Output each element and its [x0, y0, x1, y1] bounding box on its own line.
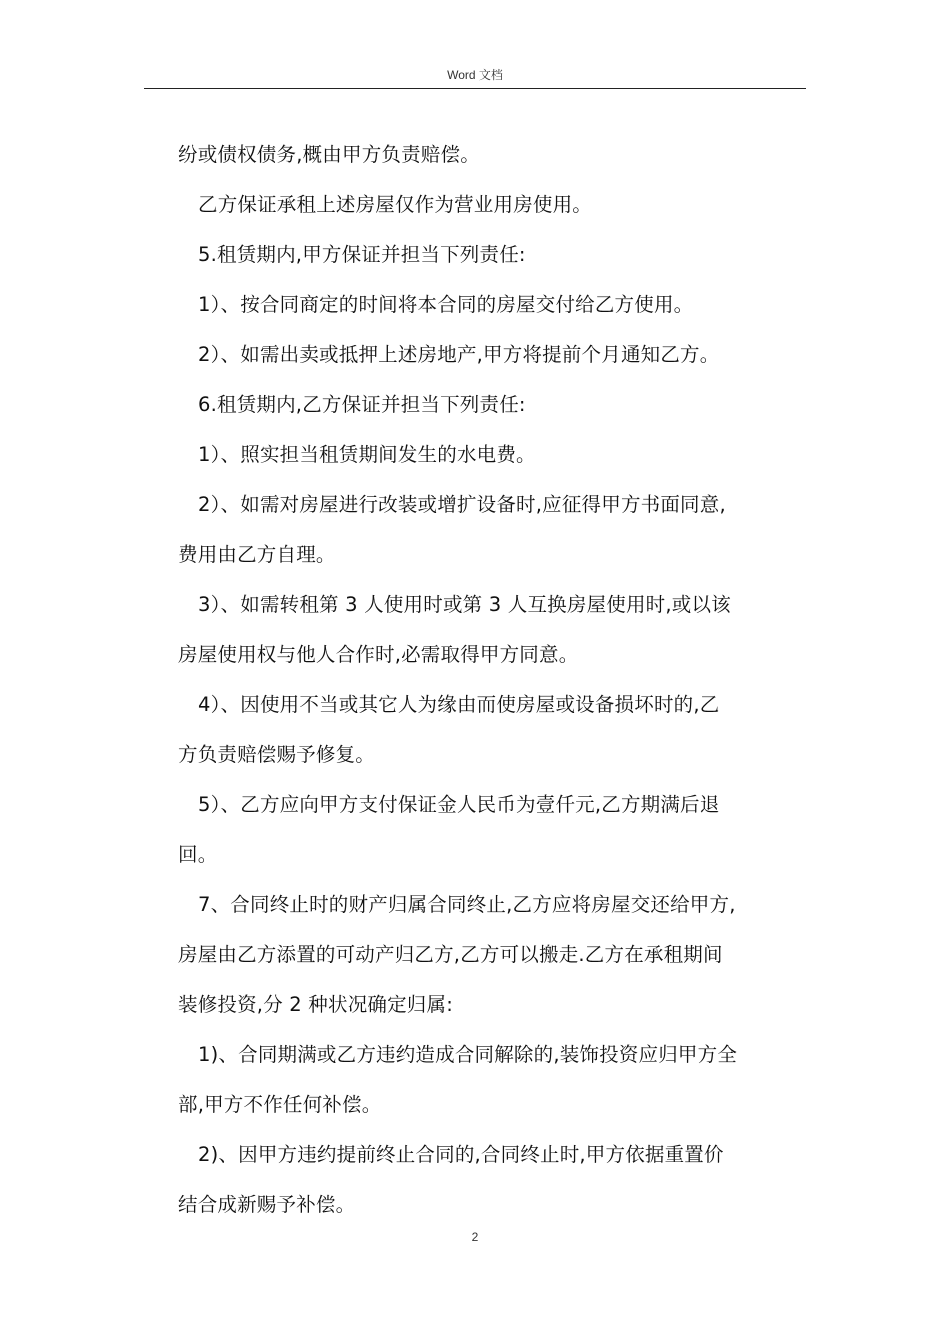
text-line: 装修投资,分 2 种状况确定归属: — [178, 993, 453, 1016]
text-line: 6.租赁期内,乙方保证并担当下列责任: — [198, 393, 526, 416]
document-body — [178, 130, 806, 1230]
text-line: 2)、因甲方违约提前终止合同的,合同终止时,甲方依据重置价 — [198, 1143, 724, 1166]
text-line: 部,甲方不作任何补偿。 — [178, 1093, 382, 1116]
text-line: 5）、乙方应向甲方支付保证金人民币为壹仟元,乙方期满后退 — [198, 793, 720, 816]
text-line: 5.租赁期内,甲方保证并担当下列责任: — [198, 243, 526, 266]
text-line: 乙方保证承租上述房屋仅作为营业用房使用。 — [198, 193, 593, 216]
text-line: 方负责赔偿赐予修复。 — [178, 743, 376, 766]
text-line: 回。 — [178, 843, 218, 866]
text-line: 2）、如需对房屋进行改装或增扩设备时,应征得甲方书面同意, — [198, 493, 726, 516]
text-line: 1)、合同期满或乙方违约造成合同解除的,装饰投资应归甲方全 — [198, 1043, 738, 1066]
page-header: Word 文档 — [447, 68, 503, 82]
text-line: 房屋由乙方添置的可动产归乙方,乙方可以搬走.乙方在承租期间 — [178, 943, 723, 966]
text-line: 房屋使用权与他人合作时,必需取得甲方同意。 — [178, 643, 579, 666]
page-number: 2 — [471, 1230, 479, 1244]
text-line: 纷或债权债务,概由甲方负责赔偿。 — [178, 143, 480, 166]
text-line: 费用由乙方自理。 — [178, 543, 336, 566]
text-line: 1）、照实担当租赁期间发生的水电费。 — [198, 443, 536, 466]
text-line: 结合成新赐予补偿。 — [178, 1193, 356, 1216]
header-divider — [144, 88, 806, 89]
text-line: 2）、如需出卖或抵押上述房地产,甲方将提前个月通知乙方。 — [198, 343, 720, 366]
text-line: 7、合同终止时的财产归属合同终止,乙方应将房屋交还给甲方, — [198, 893, 736, 916]
text-line: 4）、因使用不当或其它人为缘由而使房屋或设备损坏时的,乙 — [198, 693, 720, 716]
text-line: 1）、按合同商定的时间将本合同的房屋交付给乙方使用。 — [198, 293, 694, 316]
text-line: 3）、如需转租第 3 人使用时或第 3 人互换房屋使用时,或以该 — [198, 593, 731, 616]
